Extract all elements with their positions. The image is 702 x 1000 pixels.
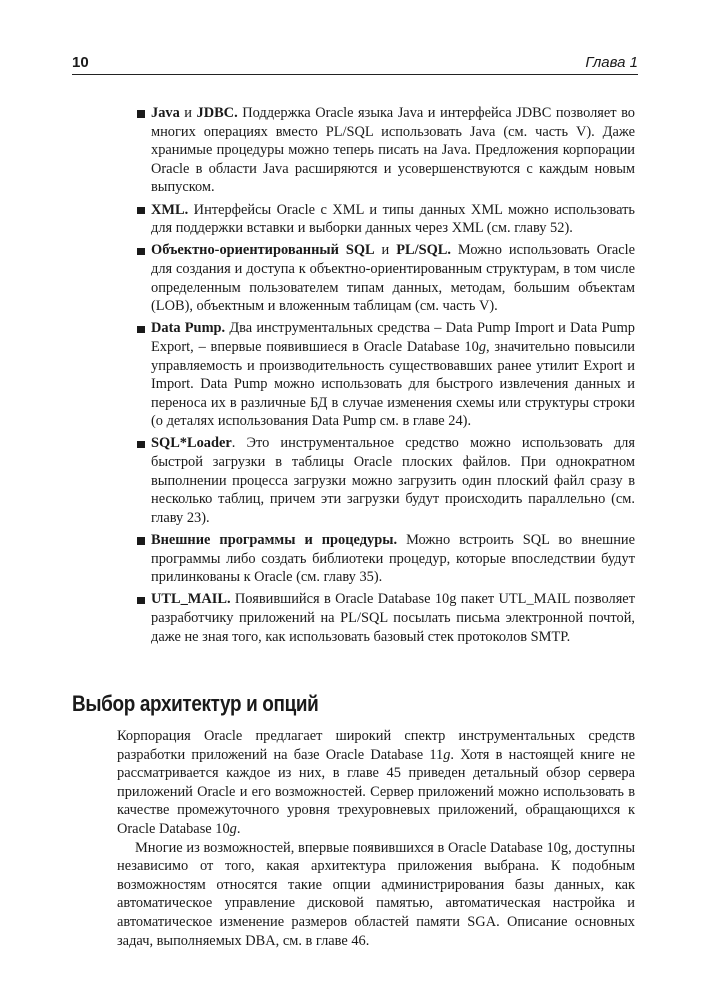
bullet-term: Java [151, 105, 180, 121]
bullet-term-2: PL/SQL. [396, 242, 451, 259]
paragraph-1-italic-1: g [443, 746, 451, 763]
bullet-term: UTL_MAIL. [151, 591, 231, 608]
bullet-item-utl-mail [151, 590, 635, 646]
bullet-term: SQL*Loader [151, 435, 232, 452]
square-bullet-icon [137, 207, 145, 215]
bullet-term: Объектно-ориентированный SQL [151, 242, 375, 259]
bullet-item-oo-sql [151, 241, 635, 315]
paragraph-1-text-a: Корпорация Oracle предлагает широкий спектр инструментальных средств разработки приложений на базе Oracle Database 11 [117, 728, 635, 763]
paragraph-1-italic-2: g [229, 820, 237, 837]
running-header [72, 50, 638, 75]
bullet-item-xml [151, 201, 635, 238]
feature-bullet-list [151, 104, 635, 650]
paragraph-1-text-b: . Хотя в настоящей книге не рассматривается каждое из них, в главе 45 приведен детальный обзор сервера приложений Oracle и его возможностей. Сервер приложений можно использовать в качестве промежуточного уровня трехуровневых приложений, обращающихся к Oracle Database 10 [117, 746, 635, 837]
square-bullet-icon [137, 537, 145, 545]
bullet-sep: и [179, 105, 197, 121]
square-bullet-icon [137, 326, 145, 334]
square-bullet-icon [137, 248, 145, 256]
bullet-text: Можно использовать Oracle для создания и доступа к объектно-ориентированным структурам, в том числе определенным пользователем типам данных, методам, большим объектам (LOB), объектным и вложенным таблицам (см. часть V). [151, 242, 636, 315]
square-bullet-icon [137, 441, 145, 449]
square-bullet-icon [137, 110, 145, 118]
bullet-text-2: , значительно повысили управляемость и производительность существовавших ранее утилит Export и Import. Data Pump можно использовать для быстрого извлечения данных и переноса их в различные БД в случае изменения схемы или структуры строки (о деталях использования Data Pump см. в главе 24). [151, 338, 636, 430]
bullet-sep: и [374, 242, 397, 259]
bullet-text: Появившийся в Oracle Database 10g пакет UTL_MAIL позволяет разработчику приложений на PL/SQL посылать письма электронной почтой, даже не зная того, как использовать базовый стек протоколов SMTP. [151, 591, 635, 645]
bullet-item-sql-loader [151, 434, 635, 527]
bullet-term: XML. [151, 201, 189, 218]
bullet-item-external-programs [151, 531, 635, 587]
bullet-text: Поддержка Oracle языка Java и интерфейса JDBC позволяет во многих операциях вместо PL/SQL использовать Java (см. часть V). Даже хранимые процедуры можно теперь писать на Java. Предложения корпорации Oracle в области Java расширяются и усовершенствуются с каждым новым выпуском. [151, 105, 635, 196]
paragraph-2: Многие из возможностей, впервые появившихся в Oracle Database 10g, доступны независимо от того, какая архитектура приложения выбрана. К подобным возможностям относятся такие опции администрирования базы данных, как автоматическое управление дисковой памятью, автоматическая настройка и автоматическое изменение размеров областей памяти SGA. Описание основных задач, выполняемых DBA, см. в главе 46. [117, 839, 635, 949]
bullet-text: Два инструментальных средства – Data Pump Import и Data Pump Export, – впервые появившиеся в Oracle Database 10 [151, 320, 635, 355]
page-number: 10 [72, 54, 89, 71]
paragraph-1-text-c: . [236, 820, 241, 837]
section-body [117, 727, 635, 950]
paragraph-1 [117, 727, 635, 839]
bullet-text: Интерфейсы Oracle с XML и типы данных XML можно использовать для поддержки вставки и выборки данных через XML (см. главу 52). [151, 201, 635, 237]
bullet-text: . Это инструментальное средство можно использовать для быстрой загрузки в таблицы Oracle плоских файлов. При однократном выполнении процесса загрузки можно загрузить один плоский файл сразу в несколько таблиц, причем эти загрузки будут происходить параллельно (см. главу 23). [151, 435, 635, 526]
square-bullet-icon [137, 597, 145, 605]
bullet-term-2: JDBC. [196, 105, 238, 121]
chapter-label: Глава 1 [585, 54, 638, 71]
bullet-item-data-pump [151, 319, 635, 431]
bullet-italic: g [478, 338, 487, 355]
bullet-text: Можно встроить SQL во внешние программы либо создать библиотеки процедур, которые впоследствии будут прилинкованы к Oracle (см. главу 35). [151, 532, 635, 586]
bullet-item-java [151, 104, 635, 197]
bullet-term: Внешние программы и процедуры. [151, 532, 398, 549]
section-heading: Выбор архитектур и опций [72, 691, 319, 716]
bullet-term: Data Pump. [151, 320, 226, 337]
